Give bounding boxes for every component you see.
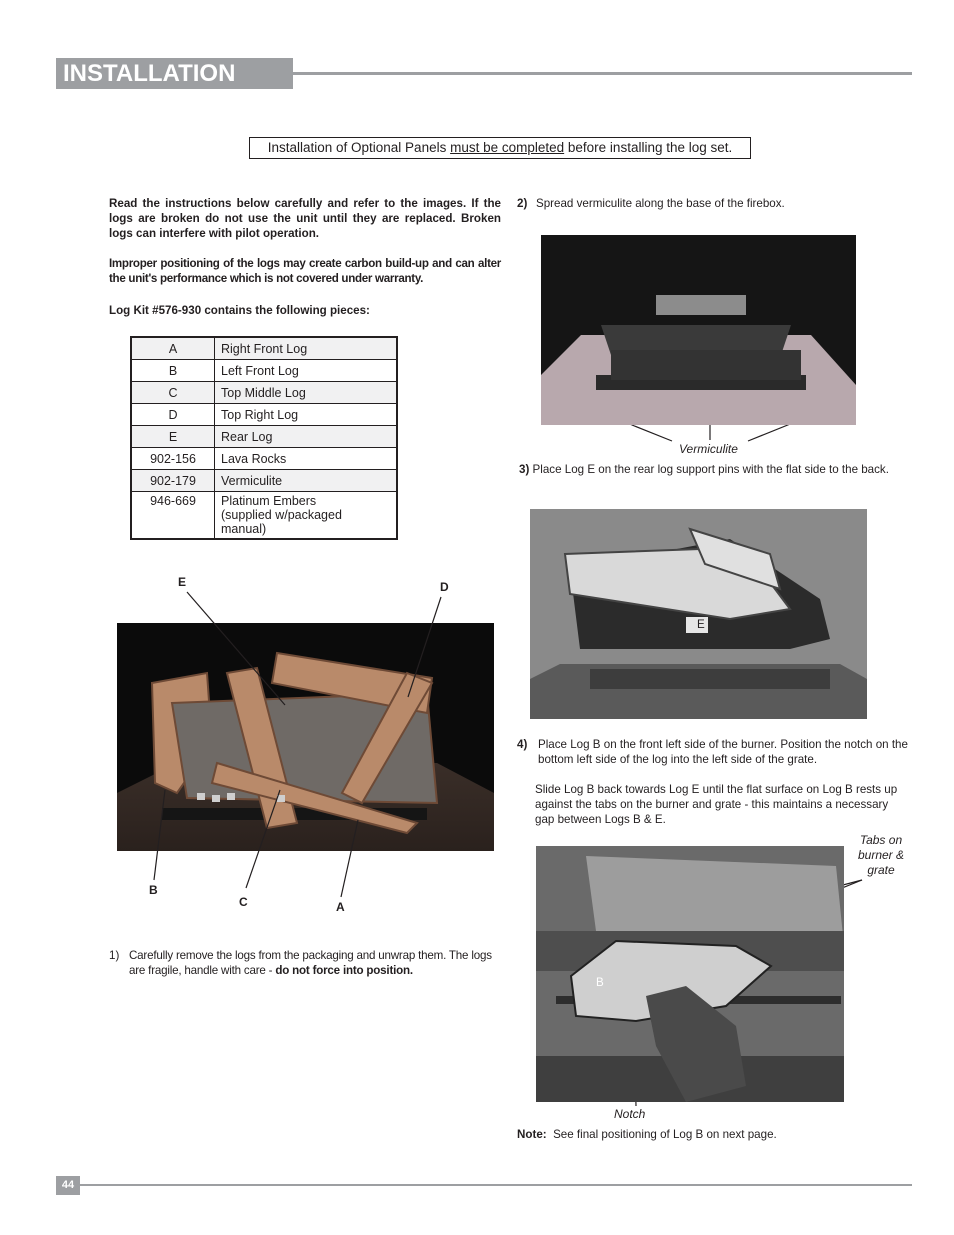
part-code: C (131, 382, 215, 404)
step-2-number: 2) (517, 197, 528, 210)
log-b-illustration (536, 846, 844, 1102)
section-title: INSTALLATION (56, 58, 293, 89)
page-number: 44 (56, 1176, 80, 1195)
part-code: 946-669 (131, 492, 215, 540)
part-code: A (131, 337, 215, 360)
step-4-text-2: Slide Log B back towards Log E until the flat surface on Log B rests up against the tabs on the burner and grate - this maintains a necessary gap between Logs B & E. (535, 783, 898, 826)
rear-log-photo (530, 509, 867, 719)
step-1-number: 1) (109, 949, 120, 962)
part-code: D (131, 404, 215, 426)
callout-label-a: A (336, 900, 345, 914)
notice-text-before: Installation of Optional Panels (267, 140, 451, 155)
note (517, 1127, 907, 1142)
part-name: Rear Log (215, 426, 398, 448)
firebox-illustration (541, 235, 856, 425)
part-name: Top Middle Log (215, 382, 398, 404)
step-1-emphasis: do not force into position. (275, 964, 413, 977)
step-4-number: 4) (517, 738, 528, 751)
note-text: See final positioning of Log B on next page. (553, 1128, 777, 1141)
part-name: Lava Rocks (215, 448, 398, 470)
part-code: 902-179 (131, 470, 215, 492)
part-name: Top Right Log (215, 404, 398, 426)
part-code: 902-156 (131, 448, 215, 470)
step-3-body: Place Log E on the rear log support pins with the flat side to the back. (532, 463, 889, 476)
warning-positioning: Improper positioning of the logs may create carbon build-up and can alter the unit's performance which is not covered under warranty. (109, 257, 501, 285)
log-b-label: B (596, 976, 604, 989)
part-name: Platinum Embers (221, 494, 317, 508)
notice-text-after: before installing the log set. (564, 140, 733, 155)
notice-text-underlined: must be completed (450, 140, 565, 155)
note-label: Note: (517, 1128, 547, 1141)
step-1-text (129, 948, 501, 978)
notch-caption: Notch (614, 1107, 646, 1121)
step-2-text: Spread vermiculite along the base of the firebox. (536, 197, 785, 210)
callout-label-c: C (239, 895, 248, 909)
step-3-number: 3) (519, 463, 530, 476)
part-name: Right Front Log (215, 337, 398, 360)
part-code: B (131, 360, 215, 382)
rear-log-label: E (697, 618, 705, 631)
step-1-body: Carefully remove the logs from the packaging and unwrap them. The logs are fragile, handle with care - (129, 949, 492, 977)
rear-log-illustration (530, 509, 867, 719)
kit-heading: Log Kit #576-930 contains the following pieces: (109, 304, 370, 317)
tabs-caption: Tabs on burner & grate (857, 833, 905, 877)
part-code: E (131, 426, 215, 448)
callout-label-e: E (178, 575, 187, 589)
vermiculite-caption: Vermiculite (679, 442, 738, 456)
part-name: Left Front Log (215, 360, 398, 382)
part-name-note: (supplied w/packaged manual) (221, 508, 342, 536)
callout-label-b: B (149, 883, 158, 897)
log-b-photo (536, 846, 844, 1102)
step-4-text-1: Place Log B on the front left side of the burner. Position the notch on the bottom left side of the log into the left side of the grate. (538, 738, 908, 766)
step-3-text (519, 462, 904, 477)
warning-broken-logs: Read the instructions below carefully and refer to the images. If the logs are broken do not use the unit until they are replaced. Broken logs can interfere with pilot operation. (109, 197, 501, 240)
callout-label-d: D (440, 580, 449, 594)
vermiculite-photo (541, 235, 856, 425)
part-name: Vermiculite (215, 470, 398, 492)
footer-rule (80, 1184, 912, 1186)
